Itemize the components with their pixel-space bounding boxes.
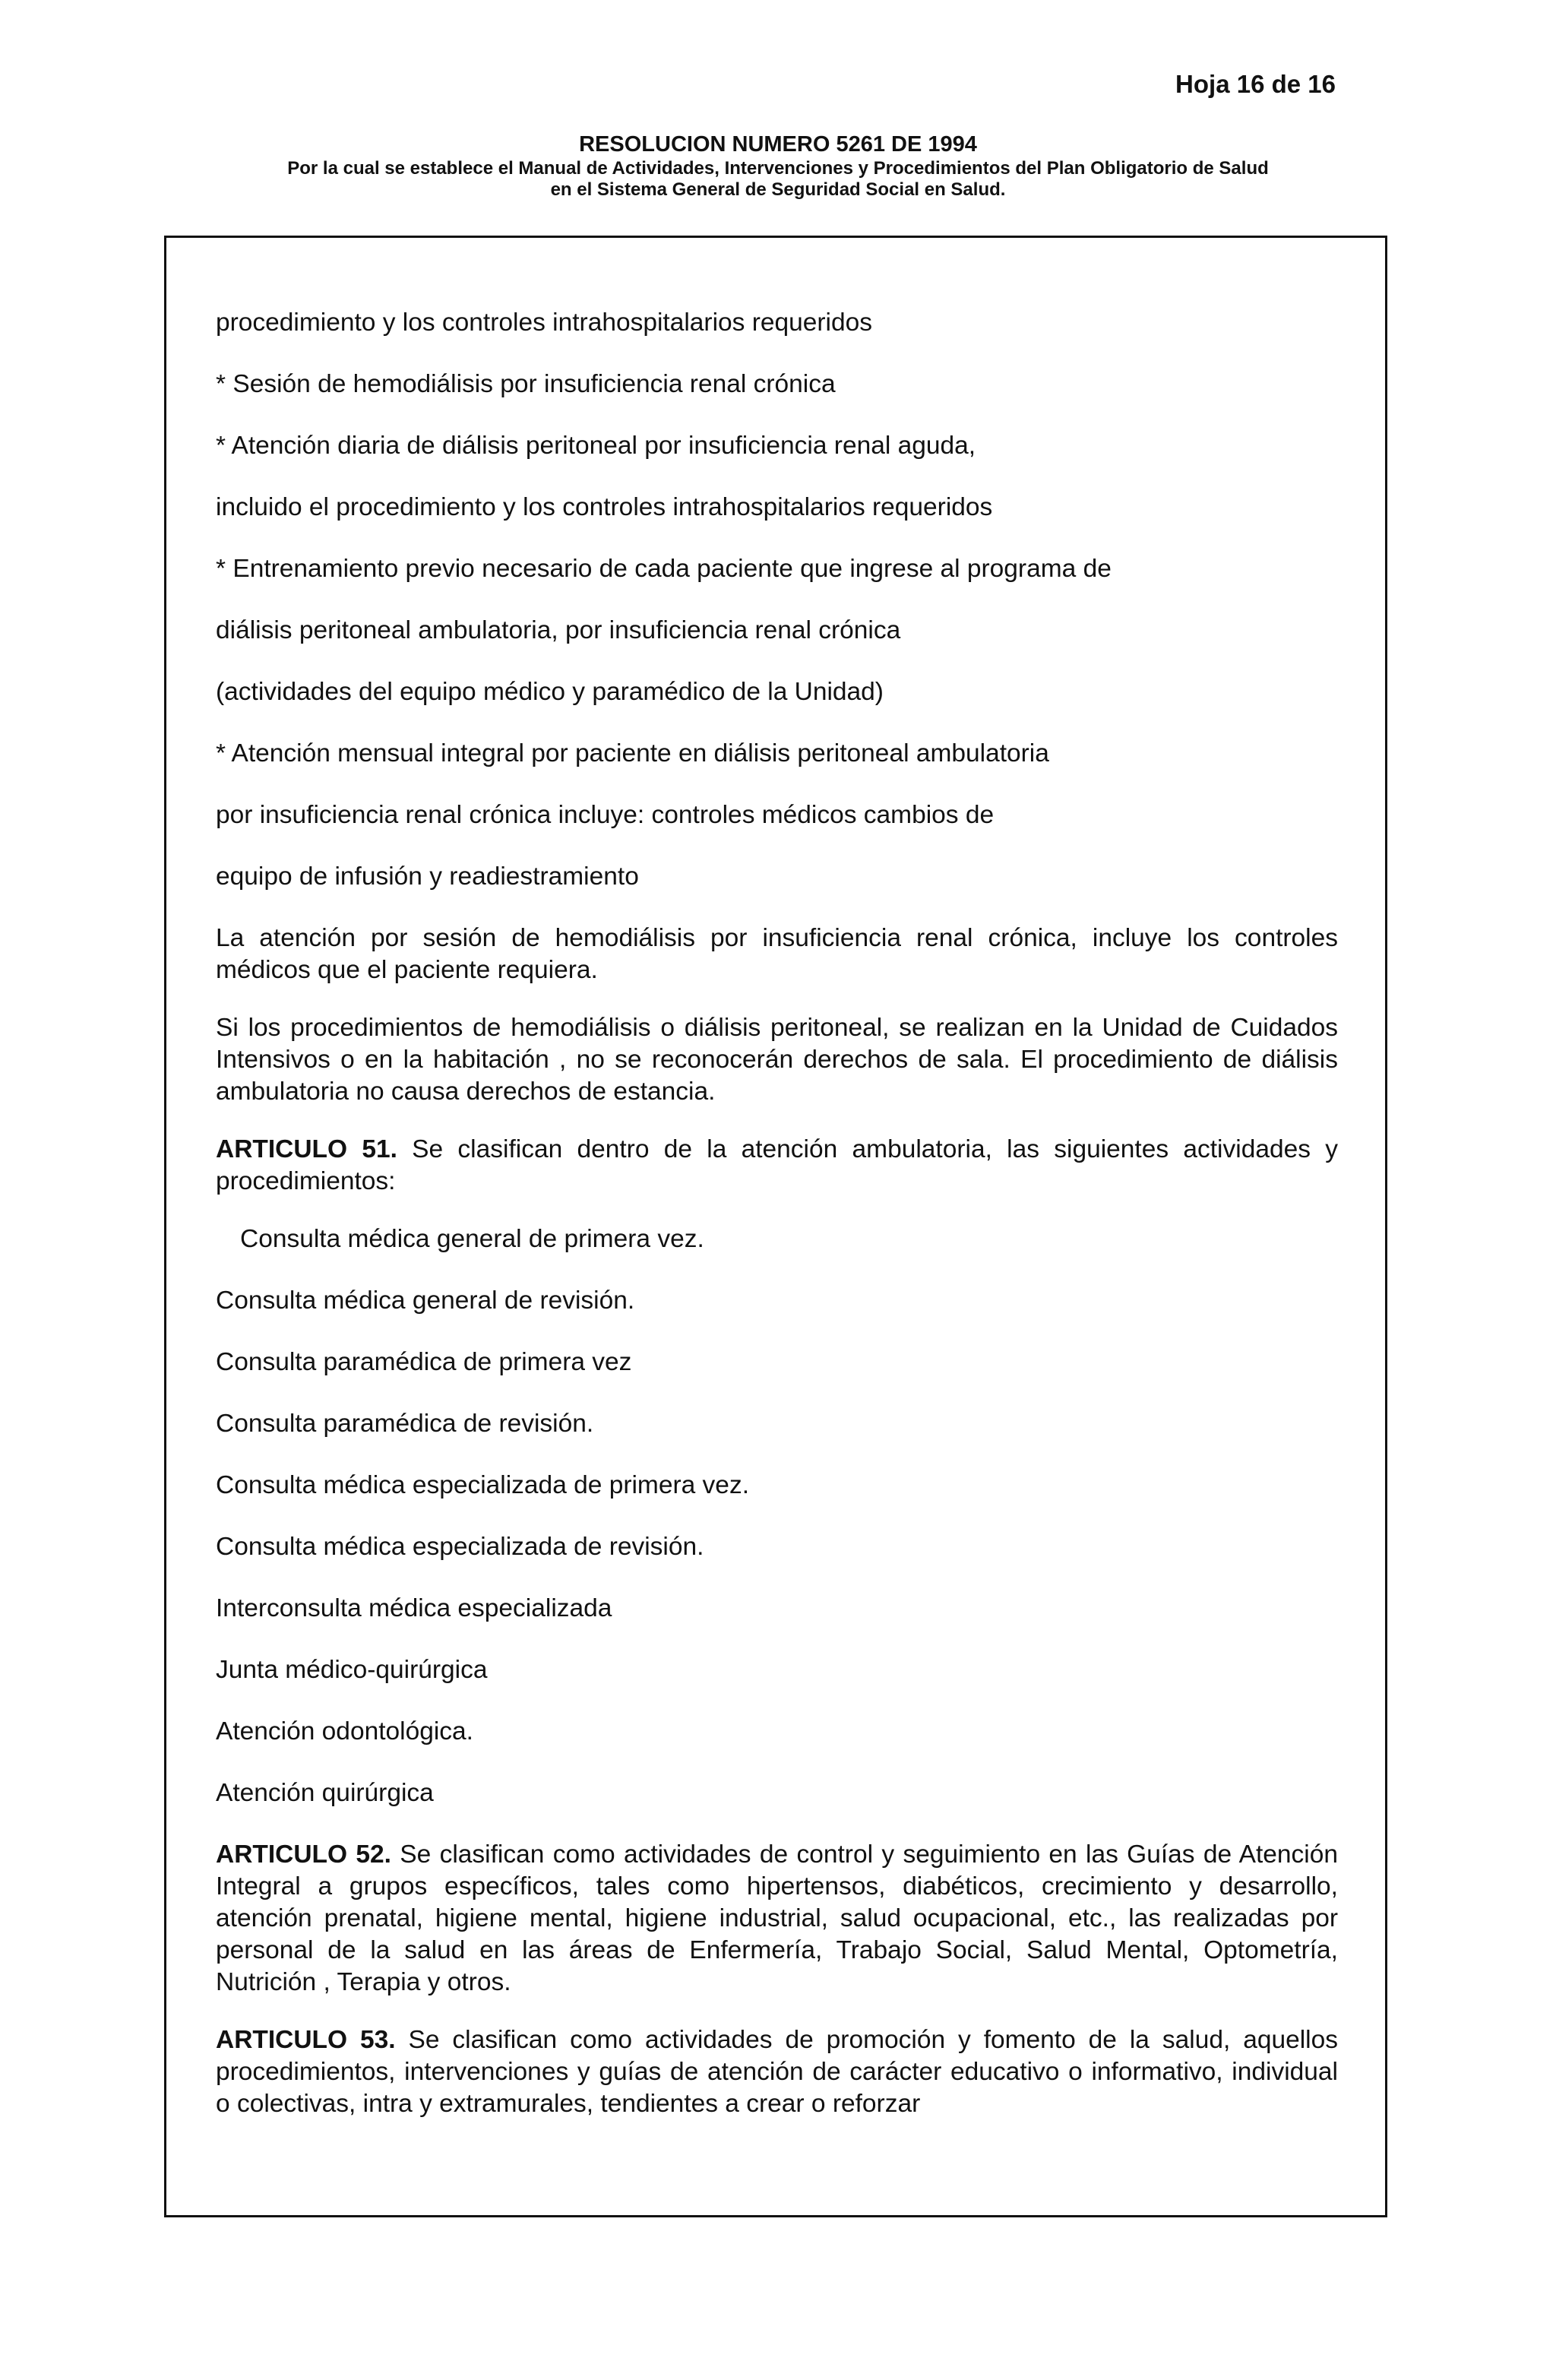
list-item: Junta médico-quirúrgica bbox=[216, 1656, 488, 1684]
text-line: (actividades del equipo médico y paramédico de la Unidad) bbox=[216, 678, 884, 706]
list-item: Consulta paramédica de primera vez bbox=[216, 1348, 632, 1376]
list-item: Atención quirúrgica bbox=[216, 1779, 434, 1807]
list-item: Interconsulta médica especializada bbox=[216, 1594, 612, 1622]
uci-paragraph: Si los procedimientos de hemodiálisis o diálisis peritoneal, se realizan en la Unidad de Cuidados Intensivos o en la habitación , no se reconocerán derechos de sala. El procedimiento de diálisis ambulatoria no causa derechos de estancia. bbox=[216, 1014, 1338, 1106]
text-line: equipo de infusión y readiestramiento bbox=[216, 862, 639, 891]
page-number: Hoja 16 de 16 bbox=[1175, 70, 1336, 98]
resolution-subtitle-line-1: Por la cual se establece el Manual de Actividades, Intervenciones y Procedimientos del Plan Obligatorio de Salud bbox=[287, 158, 1269, 179]
list-item: Consulta médica especializada de primera vez. bbox=[216, 1471, 749, 1499]
list-item: Consulta médica general de primera vez. bbox=[240, 1225, 704, 1253]
resolution-title: RESOLUCION NUMERO 5261 DE 1994 bbox=[579, 132, 977, 157]
list-item: Atención odontológica. bbox=[216, 1717, 473, 1745]
text-line: diálisis peritoneal ambulatoria, por insuficiencia renal crónica bbox=[216, 616, 901, 644]
text-line: por insuficiencia renal crónica incluye: controles médicos cambios de bbox=[216, 801, 995, 829]
articulo-51 bbox=[216, 1134, 1338, 1198]
articulo-51-text: Se clasifican dentro de la atención ambulatoria, las siguientes actividades y procedimientos: bbox=[216, 1135, 1338, 1195]
document-body bbox=[216, 307, 1338, 2150]
articulo-52-label: ARTICULO 52. bbox=[216, 1840, 391, 1869]
list-item: Consulta médica especializada de revisión. bbox=[216, 1533, 704, 1561]
articulo-52-text: Se clasifican como actividades de control y seguimiento en las Guías de Atención Integral a grupos específicos, tales como hipertensos, diabéticos, crecimiento y desarrollo, atención prenatal, higiene mental, higiene industrial, salud ocupacional, etc., las realizadas por personal de la salud en las áreas de Enfermería, Trabajo Social, Salud Mental, Optometría, Nutrición , Terapia y otros. bbox=[216, 1840, 1338, 1996]
bullet-line: * Entrenamiento previo necesario de cada paciente que ingrese al programa de bbox=[216, 555, 1112, 583]
resolution-subtitle-line-2: en el Sistema General de Seguridad Social en Salud. bbox=[550, 179, 1006, 200]
text-line: incluido el procedimiento y los controles intrahospitalarios requeridos bbox=[216, 493, 993, 521]
articulo-51-label: ARTICULO 51. bbox=[216, 1135, 397, 1163]
articulo-53 bbox=[216, 2024, 1338, 2120]
list-item: Consulta paramédica de revisión. bbox=[216, 1410, 594, 1438]
list-item: Consulta médica general de revisión. bbox=[216, 1287, 635, 1315]
bullet-line: * Atención diaria de diálisis peritoneal por insuficiencia renal aguda, bbox=[216, 432, 976, 460]
hemodialisis-paragraph: La atención por sesión de hemodiálisis por insuficiencia renal crónica, incluye los controles médicos que el paciente requiera. bbox=[216, 924, 1338, 984]
text-line: procedimiento y los controles intrahospitalarios requeridos bbox=[216, 309, 872, 337]
articulo-53-label: ARTICULO 53. bbox=[216, 2026, 396, 2054]
document-header bbox=[0, 131, 1556, 201]
articulo-53-text: Se clasifican como actividades de promoción y fomento de la salud, aquellos procedimientos, intervenciones y guías de atención de carácter educativo o informativo, individual o colectivas, intra y extramurales, tendientes a crear o reforzar bbox=[216, 2026, 1338, 2118]
articulo-52 bbox=[216, 1839, 1338, 1999]
bullet-line: * Atención mensual integral por paciente en diálisis peritoneal ambulatoria bbox=[216, 739, 1049, 767]
bullet-line: * Sesión de hemodiálisis por insuficiencia renal crónica bbox=[216, 370, 836, 398]
